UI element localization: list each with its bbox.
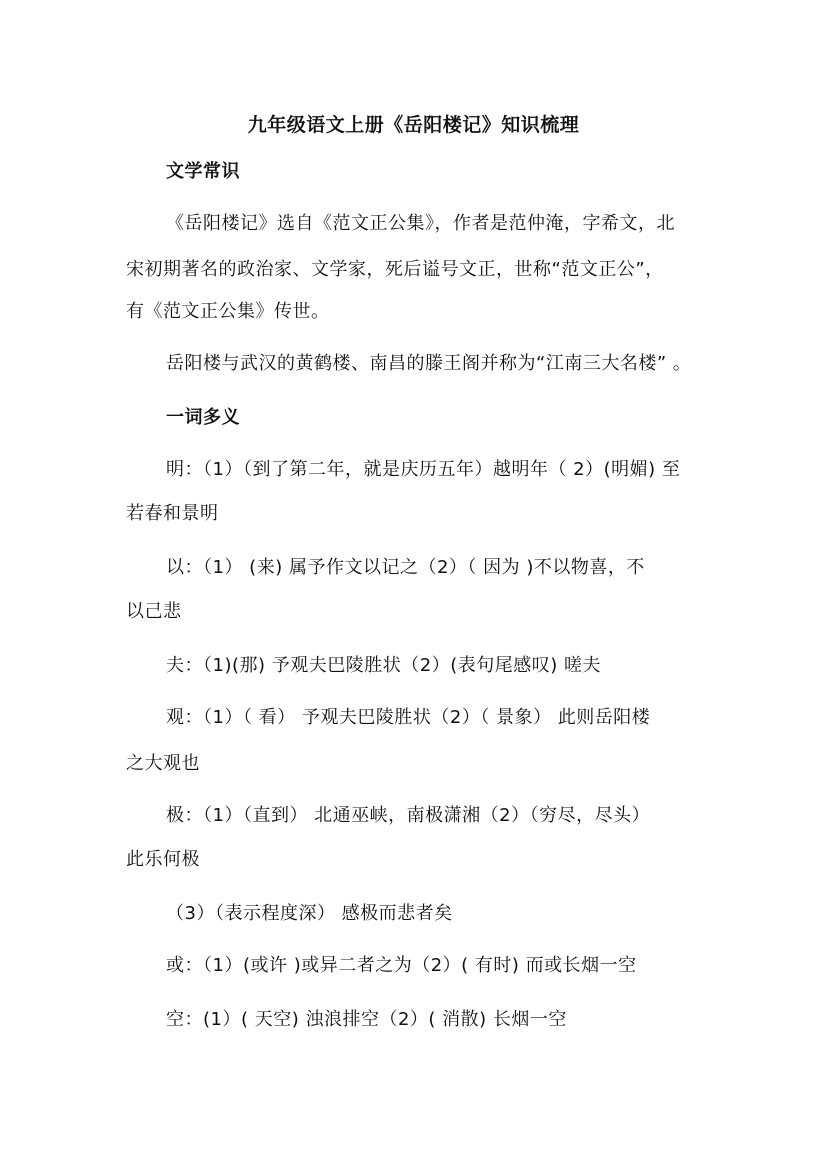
entry-line: 观：（1）（ 看） 予观夫巴陵胜状（2）（ 景象） 此则岳阳楼 xyxy=(166,707,651,728)
entry-line: 空：(1）( 天空) 浊浪排空（2）( 消散) 长烟一空 xyxy=(166,1009,567,1030)
entry-line: 之大观也 xyxy=(126,753,200,774)
entry-line: 夫：（1)(那) 予观夫巴陵胜状（2）(表句尾感叹) 嗟夫 xyxy=(166,655,601,676)
paragraph-line: 有《范文正公集》传世。 xyxy=(126,301,330,322)
paragraph-line: 宋初期著名的政治家、文学家，死后谥号文正，世称“范文正公”， xyxy=(126,259,664,280)
paragraph-line: 岳阳楼与武汉的黄鹤楼、南昌的滕王阁并称为“江南三大名楼” 。 xyxy=(166,353,692,374)
entry-line: 极：（1）（直到） 北通巫峡，南极潇湘（2）（穷尽，尽头） xyxy=(166,805,651,826)
document-title: 九年级语文上册《岳阳楼记》知识梳理 xyxy=(247,114,580,136)
entry-line: 以己悲 xyxy=(126,601,182,622)
entry-line: 或：（1）(或许 )或异二者之为（2）( 有时) 而或长烟一空 xyxy=(166,955,637,976)
entry-line: 明：（1）（到了第二年，就是庆历五年）越明年（ 2）(明媚) 至 xyxy=(166,459,681,480)
entry-line: 以：（1） (来) 属予作文以记之（2）（ 因为 )不以物喜，不 xyxy=(166,557,645,578)
entry-line: （3）（表示程度深） 感极而悲者矣 xyxy=(166,903,453,924)
section-heading-polysemy: 一词多义 xyxy=(166,407,240,428)
section-heading-literary-knowledge: 文学常识 xyxy=(166,161,240,182)
entry-line: 此乐何极 xyxy=(126,849,200,870)
paragraph-line: 《岳阳楼记》选自《范文正公集》，作者是范仲淹，字希文，北 xyxy=(166,213,675,234)
entry-line: 若春和景明 xyxy=(126,503,219,524)
